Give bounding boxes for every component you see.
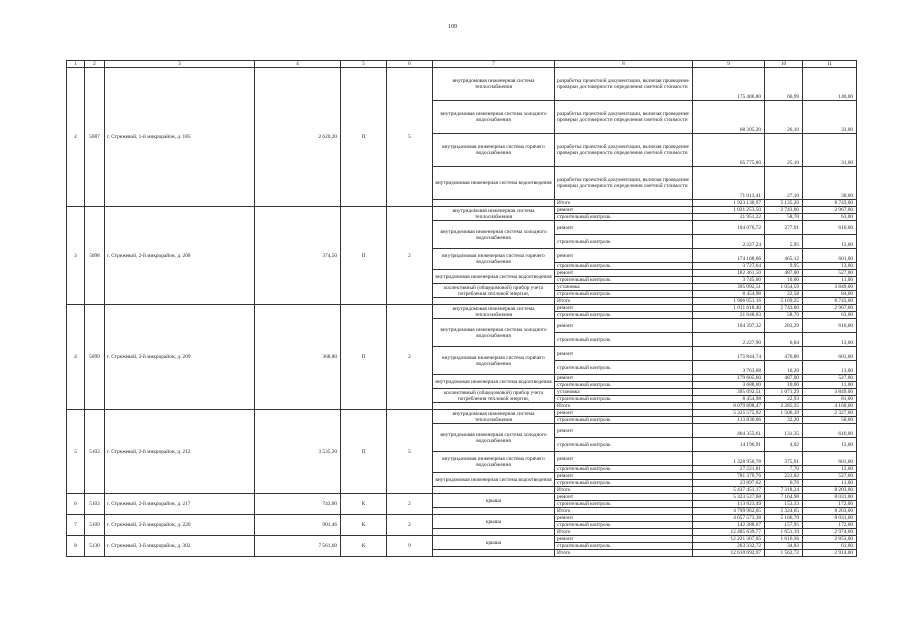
cost: 14 196,91 xyxy=(693,438,765,452)
work-type: ремонт xyxy=(555,536,693,543)
wall-material: П xyxy=(341,305,387,410)
row-number: 5 xyxy=(67,410,85,494)
cost: 8 454,98 xyxy=(693,396,765,403)
limit-cost: 2 327,00 xyxy=(803,410,857,417)
header-cell: 8 xyxy=(555,61,693,68)
limit-cost: 31,00 xyxy=(803,134,857,167)
work-type: строительный контроль xyxy=(555,501,693,508)
limit-cost: 616,00 xyxy=(803,221,857,235)
work-type: строительный контроль xyxy=(555,333,693,347)
work-type: Итого xyxy=(555,487,693,494)
work-type: ремонт xyxy=(555,221,693,235)
work-type: ремонт xyxy=(555,249,693,263)
house-area: 2 620,20 xyxy=(255,68,341,207)
header-cell: 1 xyxy=(67,61,85,68)
work-type: строительный контроль xyxy=(555,263,693,270)
unit-cost: 153,33 xyxy=(765,501,803,508)
system-name: внутридомовая инженерная система водоотведения xyxy=(433,270,555,284)
system-name xyxy=(433,487,555,494)
unit-cost: 487,00 xyxy=(765,375,803,382)
floors: 5 xyxy=(387,410,433,494)
row-number: 4 xyxy=(67,305,85,410)
system-name: крыша xyxy=(433,494,555,508)
system-name: внутридомовая инженерная система водоотведения xyxy=(433,167,555,200)
work-type: строительный контроль xyxy=(555,291,693,298)
unit-cost: 5 135,20 xyxy=(765,200,803,207)
limit-cost: 11,00 xyxy=(803,277,857,284)
work-type: ремонт xyxy=(555,375,693,382)
cost: 781 370,76 xyxy=(693,473,765,480)
cost: 21 951,22 xyxy=(693,214,765,221)
work-type: ремонт xyxy=(555,270,693,277)
header-cell: 7 xyxy=(433,61,555,68)
cost: 4 799 962,05 xyxy=(693,508,765,515)
house-area: 3 535,30 xyxy=(255,410,341,494)
header-cell: 4 xyxy=(255,61,341,68)
work-type: ремонт xyxy=(555,494,693,501)
cost: 179 605,60 xyxy=(693,375,765,382)
system-name: коллективный (общедомовой) прибор учета потребления тепловой энергии, xyxy=(433,389,555,403)
unit-cost: 7 164,98 xyxy=(765,494,803,501)
cost: 182 361,50 xyxy=(693,270,765,277)
unit-cost: 58,70 xyxy=(765,312,803,319)
cost: 3 763,08 xyxy=(693,361,765,375)
work-type: Итого xyxy=(555,298,693,305)
table-row xyxy=(67,494,857,501)
cost: 395 092,51 xyxy=(693,284,765,291)
unit-cost: 22,93 xyxy=(765,396,803,403)
limit-cost: 140,00 xyxy=(803,68,857,101)
unit-cost: 2 285,35 xyxy=(765,403,803,410)
work-type: разработка проектной документации, включая проведение проверки достоверности определения сметной стоимости xyxy=(555,101,693,134)
system-name: внутридомовая инженерная система холодного водоснабжения xyxy=(433,101,555,134)
floors: 2 xyxy=(387,305,433,410)
cost: 2 227,90 xyxy=(693,333,765,347)
work-type: строительный контроль xyxy=(555,438,693,452)
house-id: 5109 xyxy=(85,515,105,536)
work-type: строительный контроль xyxy=(555,480,693,487)
floors: 2 xyxy=(387,494,433,515)
system-name xyxy=(433,508,555,515)
work-type: ремонт xyxy=(555,473,693,480)
system-name xyxy=(433,298,555,305)
system-name xyxy=(433,200,555,207)
table-row xyxy=(67,68,857,101)
work-type: установка xyxy=(555,284,693,291)
wall-material: К xyxy=(341,515,387,536)
unit-cost: 1 562,72 xyxy=(765,550,803,557)
limit-cost: 3 849,00 xyxy=(803,389,857,396)
unit-cost: 5 166,70 xyxy=(765,515,803,522)
limit-cost: 2 967,00 xyxy=(803,207,857,214)
cost: 21 648,63 xyxy=(693,312,765,319)
row-number: 6 xyxy=(67,494,85,515)
unit-cost: 2 743,00 xyxy=(765,207,803,214)
limit-cost: 2 974,00 xyxy=(803,529,857,536)
work-type: строительный контроль xyxy=(555,417,693,424)
limit-cost: 172,00 xyxy=(803,522,857,529)
house-id: 5130 xyxy=(85,536,105,557)
system-name: внутридомовая инженерная система горячего водоснабжения xyxy=(433,452,555,473)
house-address: г. Стрежевой, 2-й микрорайон, д. 217 xyxy=(105,494,255,515)
system-name: коллективный (общедомовой) прибор учета потребления тепловой энергии, xyxy=(433,284,555,298)
unit-cost: 58,70 xyxy=(765,214,803,221)
work-type: строительный контроль xyxy=(555,382,693,389)
wall-material: П xyxy=(341,207,387,305)
work-type: ремонт xyxy=(555,319,693,333)
table-row xyxy=(67,410,857,417)
table-row xyxy=(67,207,857,214)
unit-cost: 25,10 xyxy=(765,134,803,167)
house-id: 5087 xyxy=(85,68,105,207)
cost: 1 923 130,97 xyxy=(693,200,765,207)
wall-material: П xyxy=(341,410,387,494)
limit-cost: 8 203,00 xyxy=(803,508,857,515)
unit-cost: 1 651,19 xyxy=(765,529,803,536)
unit-cost: 6,76 xyxy=(765,480,803,487)
cost: 68 395,20 xyxy=(693,101,765,134)
cost: 3 727,64 xyxy=(693,263,765,270)
limit-cost: 13,00 xyxy=(803,333,857,347)
unit-cost: 2 743,00 xyxy=(765,305,803,312)
header-cell: 10 xyxy=(765,61,803,68)
cost: 4 657 573,38 xyxy=(693,515,765,522)
wall-material: П xyxy=(341,68,387,207)
cost: 175 844,74 xyxy=(693,347,765,361)
unit-cost: 277,91 xyxy=(765,221,803,235)
cost: 71 013,41 xyxy=(693,167,765,200)
system-name xyxy=(433,550,555,557)
work-type: разработка проектной документации, включая проведение проверки достоверности определения сметной стоимости xyxy=(555,134,693,167)
unit-cost: 10,00 xyxy=(765,277,803,284)
unit-cost: 487,00 xyxy=(765,270,803,277)
house-area: 743,00 xyxy=(255,494,341,515)
cost: 12 485 639,77 xyxy=(693,529,765,536)
work-type: строительный контроль xyxy=(555,466,693,473)
unit-cost: 10,00 xyxy=(765,382,803,389)
system-name: внутридомовая инженерная система холодного водоснабжения xyxy=(433,424,555,452)
cost: 1 906 051,16 xyxy=(693,298,765,305)
system-name xyxy=(433,403,555,410)
system-name: внутридомовая инженерная система теплоснабжения xyxy=(433,410,555,424)
page-number: 109 xyxy=(448,24,457,30)
work-type: разработка проектной документации, включая проведение проверки достоверности определения сметной стоимости xyxy=(555,68,693,101)
unit-cost: 5 324,65 xyxy=(765,508,803,515)
unit-cost: 32,20 xyxy=(765,417,803,424)
unit-cost: 34,83 xyxy=(765,543,803,550)
work-type: Итого xyxy=(555,529,693,536)
limit-cost: 84,00 xyxy=(803,291,857,298)
header-cell: 9 xyxy=(693,61,765,68)
limit-cost: 527,00 xyxy=(803,270,857,277)
work-type: строительный контроль xyxy=(555,543,693,550)
unit-cost: 27,10 xyxy=(765,167,803,200)
work-type: ремонт xyxy=(555,424,693,438)
floors: 2 xyxy=(387,515,433,536)
cost: 1 011 618,40 xyxy=(693,305,765,312)
work-type: ремонт xyxy=(555,305,693,312)
cost: 175 406,80 xyxy=(693,68,765,101)
system-name: крыша xyxy=(433,515,555,529)
header-row xyxy=(67,61,857,68)
limit-cost: 13,00 xyxy=(803,235,857,249)
limit-cost: 2 853,00 xyxy=(803,536,857,543)
cost: 113 836,66 xyxy=(693,417,765,424)
limit-cost: 11,00 xyxy=(803,480,857,487)
work-type: разработка проектной документации, включая проведение проверки достоверности определения сметной стоимости xyxy=(555,167,693,200)
unit-cost: 1 054,59 xyxy=(765,284,803,291)
cost: 2 227,24 xyxy=(693,235,765,249)
row-number: 2 xyxy=(67,68,85,207)
unit-cost: 283,29 xyxy=(765,319,803,333)
cost: 65 775,00 xyxy=(693,134,765,167)
work-type: ремонт xyxy=(555,515,693,522)
unit-cost: 157,95 xyxy=(765,522,803,529)
row-number: 7 xyxy=(67,515,85,536)
unit-cost: 10,20 xyxy=(765,361,803,375)
limit-cost: 33,00 xyxy=(803,101,857,134)
limit-cost: 63,00 xyxy=(803,312,857,319)
unit-cost: 26,10 xyxy=(765,101,803,134)
limit-cost: 601,00 xyxy=(803,249,857,263)
limit-cost: 8 031,00 xyxy=(803,515,857,522)
cost: 3 688,00 xyxy=(693,382,765,389)
header-cell: 2 xyxy=(85,61,105,68)
house-address: г. Стрежевой, 2-й микрорайон, д. 220 xyxy=(105,515,255,536)
system-name: внутридомовая инженерная система теплоснабжения xyxy=(433,305,555,319)
cost: 142 388,67 xyxy=(693,522,765,529)
cost: 23 897,62 xyxy=(693,480,765,487)
work-type: ремонт xyxy=(555,410,693,417)
table-row xyxy=(67,515,857,522)
wall-material: К xyxy=(341,494,387,515)
work-type: ремонт xyxy=(555,452,693,466)
cost: 27 221,81 xyxy=(693,466,765,473)
cost: 113 923,49 xyxy=(693,501,765,508)
cost: 12 610 692,97 xyxy=(693,550,765,557)
row-number: 3 xyxy=(67,207,85,305)
unit-cost: 1 506,39 xyxy=(765,410,803,417)
unit-cost: 22,58 xyxy=(765,291,803,298)
house-address: г. Стрежевой, 1-й микрорайон, д. 185 xyxy=(105,68,255,207)
house-area: 374,50 xyxy=(255,207,341,305)
system-name: внутридомовая инженерная система водоотведения xyxy=(433,473,555,487)
cost: 5 323 527,68 xyxy=(693,494,765,501)
wall-material: К xyxy=(341,536,387,557)
unit-cost: 5,95 xyxy=(765,235,803,249)
limit-cost: 527,00 xyxy=(803,473,857,480)
floors: 2 xyxy=(387,207,433,305)
table-row xyxy=(67,305,857,312)
unit-cost: 4,02 xyxy=(765,438,803,452)
system-name: внутридомовая инженерная система горячего водоснабжения xyxy=(433,347,555,375)
unit-cost: 131,35 xyxy=(765,424,803,438)
limit-cost: 601,00 xyxy=(803,452,857,466)
header-cell: 5 xyxy=(341,61,387,68)
cost: 8 454,98 xyxy=(693,291,765,298)
limit-cost: 61,00 xyxy=(803,543,857,550)
limit-cost: 8 031,00 xyxy=(803,494,857,501)
house-id: 5099 xyxy=(85,305,105,410)
house-id: 5098 xyxy=(85,207,105,305)
cost: 174 168,66 xyxy=(693,249,765,263)
header-cell: 11 xyxy=(803,61,857,68)
limit-cost: 13,00 xyxy=(803,361,857,375)
limit-cost: 3 849,00 xyxy=(803,284,857,291)
floors: 9 xyxy=(387,536,433,557)
house-address: г. Стрежевой, 2-й микрорайон, д. 212 xyxy=(105,410,255,494)
cost: 1 328 950,78 xyxy=(693,452,765,466)
work-type: строительный контроль xyxy=(555,312,693,319)
unit-cost: 1 071,29 xyxy=(765,389,803,396)
table-row xyxy=(67,536,857,543)
work-type: ремонт xyxy=(555,207,693,214)
work-type: строительный контроль xyxy=(555,277,693,284)
limit-cost: 616,00 xyxy=(803,424,857,438)
system-name: внутридомовая инженерная система теплоснабжения xyxy=(433,207,555,221)
limit-cost: 13,00 xyxy=(803,438,857,452)
work-type: строительный контроль xyxy=(555,522,693,529)
system-name xyxy=(433,529,555,536)
floors: 5 xyxy=(387,68,433,207)
cost: 464 355,61 xyxy=(693,424,765,438)
cost: 104 076,72 xyxy=(693,221,765,235)
cost: 5 325 575,92 xyxy=(693,410,765,417)
work-type: Итого xyxy=(555,200,693,207)
limit-cost: 8 203,00 xyxy=(803,487,857,494)
house-area: 368,80 xyxy=(255,305,341,410)
limit-cost: 50,00 xyxy=(803,417,857,424)
limit-cost: 81,00 xyxy=(803,396,857,403)
limit-cost: 527,00 xyxy=(803,375,857,382)
work-type: строительный контроль xyxy=(555,396,693,403)
house-area: 901,46 xyxy=(255,515,341,536)
unit-cost: 9,95 xyxy=(765,263,803,270)
limit-cost: 8 743,00 xyxy=(803,200,857,207)
cost: 8 079 898,47 xyxy=(693,403,765,410)
unit-cost: 7 318,24 xyxy=(765,487,803,494)
cost: 5 437 451,17 xyxy=(693,487,765,494)
work-type: строительный контроль xyxy=(555,214,693,221)
unit-cost: 66,99 xyxy=(765,68,803,101)
unit-cost: 476,80 xyxy=(765,347,803,361)
limit-cost: 30,00 xyxy=(803,167,857,200)
limit-cost: 11,00 xyxy=(803,382,857,389)
limit-cost: 172,00 xyxy=(803,501,857,508)
house-address: г. Стрежевой, 2-й микрорайон, д. 208 xyxy=(105,207,255,305)
work-type: Итого xyxy=(555,403,693,410)
unit-cost: 221,02 xyxy=(765,473,803,480)
cost: 263 332,72 xyxy=(693,543,765,550)
work-type: Итого xyxy=(555,508,693,515)
system-name: внутридомовая инженерная система холодного водоснабжения xyxy=(433,319,555,347)
house-id: 5102 xyxy=(85,410,105,494)
house-address: г. Стрежевой, 2-й микрорайон, д. 209 xyxy=(105,305,255,410)
limit-cost: 13,00 xyxy=(803,466,857,473)
limit-cost: 13,00 xyxy=(803,263,857,270)
unit-cost: 7,70 xyxy=(765,466,803,473)
cost: 1 021 253,50 xyxy=(693,207,765,214)
system-name: внутридомовая инженерная система горячего водоснабжения xyxy=(433,134,555,167)
limit-cost: 601,00 xyxy=(803,347,857,361)
work-type: строительный контроль xyxy=(555,235,693,249)
limit-cost: 2 914,00 xyxy=(803,550,857,557)
limit-cost: 2 967,00 xyxy=(803,305,857,312)
cost: 3 745,00 xyxy=(693,277,765,284)
house-id: 5103 xyxy=(85,494,105,515)
unit-cost: 1 616,36 xyxy=(765,536,803,543)
limit-cost: 8 743,00 xyxy=(803,298,857,305)
cost: 104 397,32 xyxy=(693,319,765,333)
house-address: г. Стрежевой, 3-й микрорайон, д. 302 xyxy=(105,536,255,557)
system-name: внутридомовая инженерная система горячего водоснабжения xyxy=(433,249,555,270)
system-name: крыша xyxy=(433,536,555,550)
header-cell: 6 xyxy=(387,61,433,68)
house-area: 7 561,60 xyxy=(255,536,341,557)
cost: 12 221 307,05 xyxy=(693,536,765,543)
unit-cost: 465,12 xyxy=(765,249,803,263)
work-type: ремонт xyxy=(555,347,693,361)
system-name: внутридомовая инженерная система теплоснабжения xyxy=(433,68,555,101)
cost: 395 092,51 xyxy=(693,389,765,396)
unit-cost: 6,04 xyxy=(765,333,803,347)
unit-cost: 5 169,25 xyxy=(765,298,803,305)
limit-cost: 616,00 xyxy=(803,319,857,333)
limit-cost: 4 160,00 xyxy=(803,403,857,410)
work-type: Итого xyxy=(555,550,693,557)
system-name: внутридомовая инженерная система водоотведения xyxy=(433,375,555,389)
system-name: внутридомовая инженерная система холодного водоснабжения xyxy=(433,221,555,249)
work-type: строительный контроль xyxy=(555,361,693,375)
limit-cost: 63,00 xyxy=(803,214,857,221)
row-number: 8 xyxy=(67,536,85,557)
repair-plan-table xyxy=(66,60,857,557)
work-type: установка xyxy=(555,389,693,396)
unit-cost: 375,91 xyxy=(765,452,803,466)
header-cell: 3 xyxy=(105,61,255,68)
